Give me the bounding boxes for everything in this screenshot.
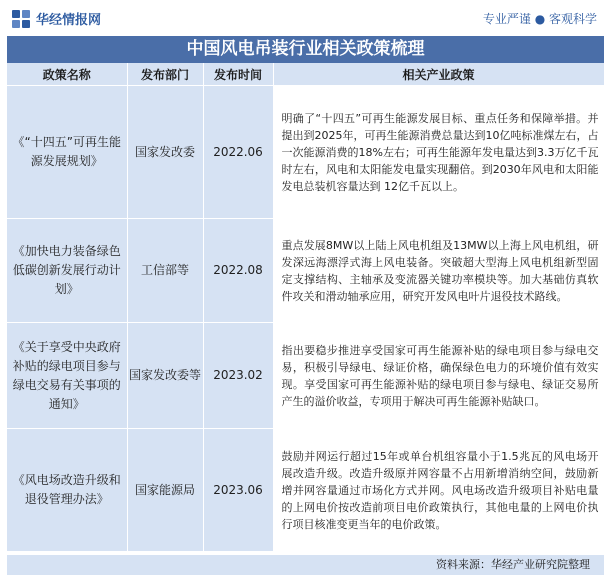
policy-table bbox=[7, 63, 605, 552]
top-bar bbox=[0, 0, 611, 36]
page-title: 中国风电吊装行业相关政策梳理 bbox=[7, 36, 604, 63]
policy-name-cell: 《关于享受中央政府补贴的绿电项目参与绿电交易有关事项的通知》 bbox=[7, 323, 127, 429]
policy-content-cell: 明确了“十四五”可再生能源发展目标、重点任务和保障举措。并提出到2025年，可再生能源消费总量达到10亿吨标准煤左右，占一次能源消费的18%左右；可再生能源年发电量达到3.3万亿千瓦时左右，风电和太阳能发电量实现翻倍。到2030年风电和太阳能发电总装机容量达到 12亿千瓦以上。 bbox=[273, 86, 604, 219]
column-header-policy-name: 政策名称 bbox=[7, 63, 127, 86]
slogan: 专业严谨 ● 客观科学 bbox=[482, 12, 597, 26]
policy-name-cell: 《“十四五”可再生能源发展规划》 bbox=[7, 86, 127, 219]
logo-text: 华经情报网 bbox=[36, 13, 102, 28]
four-square-logo-icon bbox=[12, 10, 30, 28]
table-row bbox=[7, 86, 604, 219]
department-cell: 国家发改委 bbox=[127, 86, 203, 219]
table-header-row bbox=[7, 63, 604, 86]
policy-name-cell: 《加快电力装备绿色低碳创新发展行动计划》 bbox=[7, 219, 127, 323]
logo bbox=[12, 9, 101, 28]
policy-content-cell: 鼓励并网运行超过15年或单台机组容量小于1.5兆瓦的风电场开展改造升级。改造升级原并网容量不占用新增消纳空间，鼓励新增并网容量通过市场化方式并网。风电场改造升级项目补贴电量的上网电价按改造前项目电价政策执行，其他电量的上网电价执行项目核准变更当年的电价政策。 bbox=[273, 429, 604, 552]
date-cell: 2023.02 bbox=[203, 323, 273, 429]
table-row bbox=[7, 219, 604, 323]
date-cell: 2022.08 bbox=[203, 219, 273, 323]
column-header-department: 发布部门 bbox=[127, 63, 203, 86]
table-row bbox=[7, 323, 604, 429]
policy-name-cell: 《风电场改造升级和退役管理办法》 bbox=[7, 429, 127, 552]
source-footer bbox=[7, 555, 604, 575]
column-header-policy-content: 相关产业政策 bbox=[273, 63, 604, 86]
department-cell: 国家发改委等 bbox=[127, 323, 203, 429]
department-cell: 国家能源局 bbox=[127, 429, 203, 552]
date-cell: 2023.06 bbox=[203, 429, 273, 552]
source-text: 资料来源：华经产业研究院整理 bbox=[436, 558, 590, 571]
table-row bbox=[7, 429, 604, 552]
policy-content-cell: 指出要稳步推进享受国家可再生能源补贴的绿电项目参与绿电交易，积极引导绿电、绿证价格，确保绿色电力的环境价值有效实现。享受国家可再生能源补贴的绿电项目参与绿电、绿证交易所产生的溢价收益，专项用于解决可再生能源补贴缺口。 bbox=[273, 323, 604, 429]
department-cell: 工信部等 bbox=[127, 219, 203, 323]
policy-content-cell: 重点发展8MW以上陆上风电机组及13MW以上海上风电机组，研发深远海漂浮式海上风电装备。突破超大型海上风电机组新型固定支撑结构、主轴承及变流器关键功率模块等。加大基础仿真软件攻关和滑动轴承应用，研究开发风电叶片退役技术路线。 bbox=[273, 219, 604, 323]
date-cell: 2022.06 bbox=[203, 86, 273, 219]
column-header-date: 发布时间 bbox=[203, 63, 273, 86]
